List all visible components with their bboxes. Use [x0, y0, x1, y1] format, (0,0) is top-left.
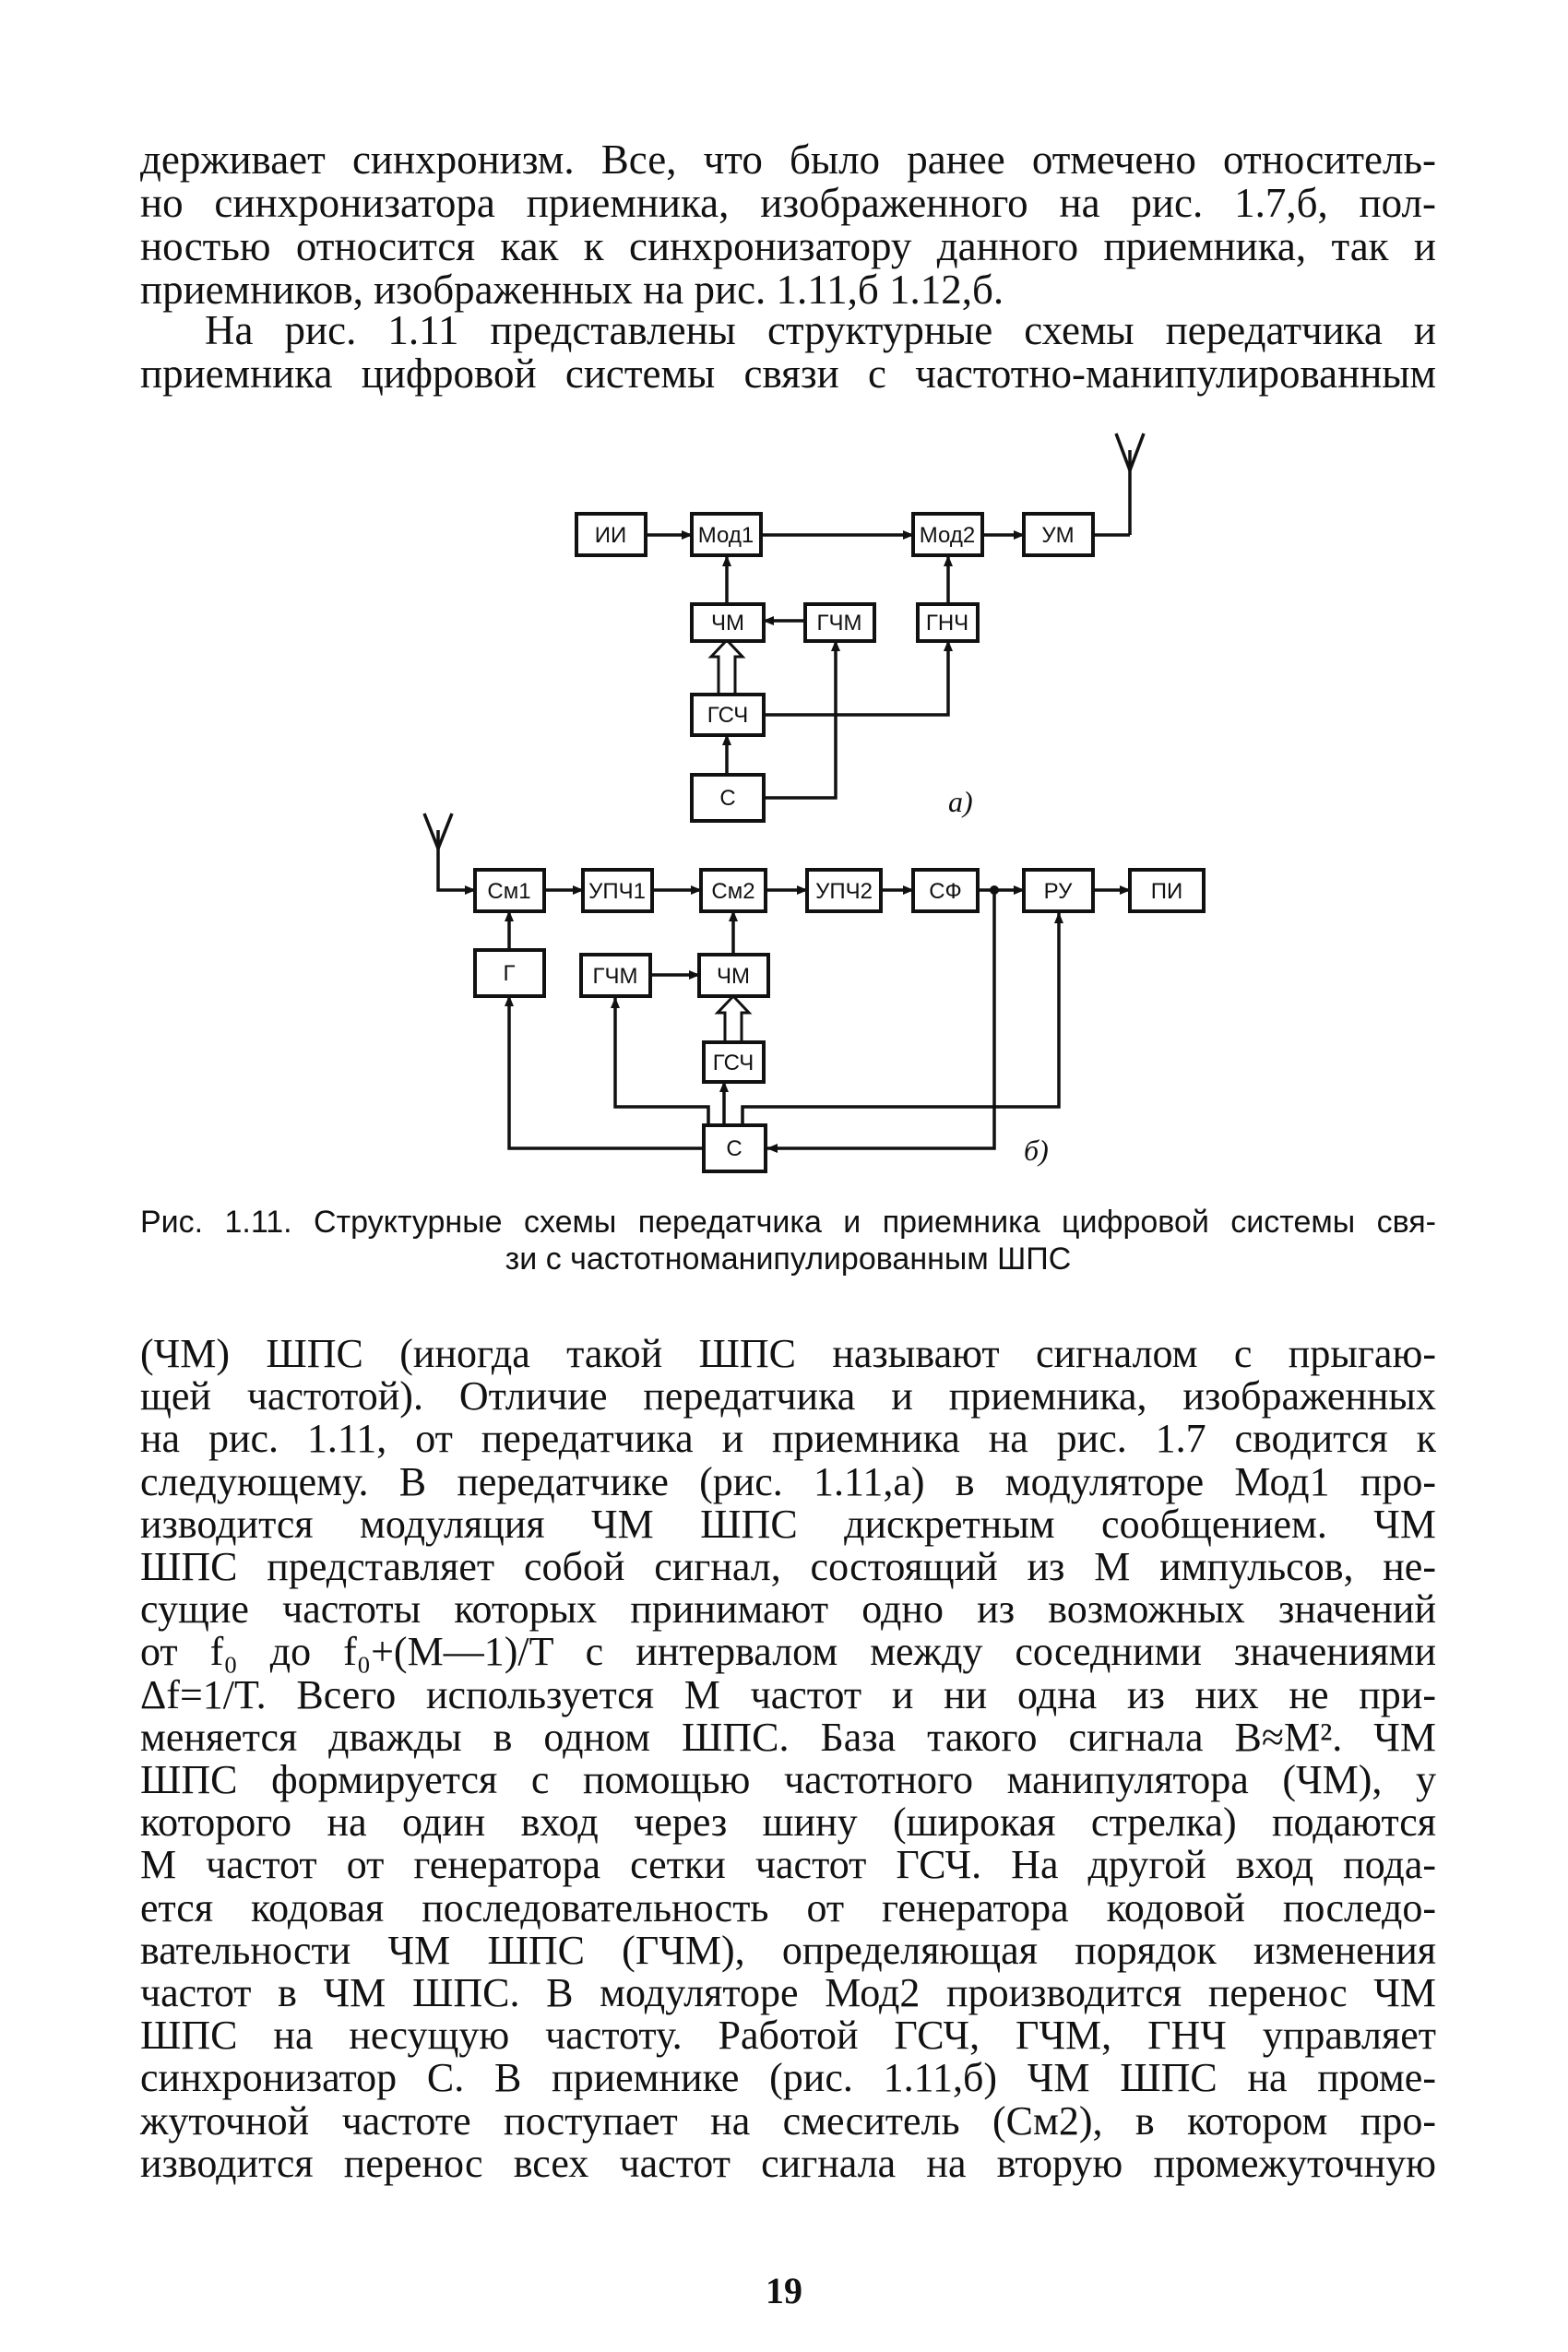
- text-line: вательности ЧМ ШПС (ГЧМ), определяющая порядок изменения: [140, 1927, 1436, 1973]
- paragraph-3: [140, 1333, 1436, 2185]
- block-sm1-label: См1: [487, 879, 531, 904]
- text-line: на рис. 1.11, от передатчика и приемника на рис. 1.7 сводится к: [140, 1416, 1436, 1462]
- text-line: (ЧМ) ШПС (иногда такой ШПС называют сигналом с прыгаю-: [140, 1331, 1436, 1376]
- caption-line: зи с частотноманипулированным ШПС: [505, 1241, 1072, 1277]
- text-line: приемников, изображенных на рис. 1.11,б 1.12,б.: [140, 267, 1004, 313]
- text-line: частот в ЧМ ШПС. В модуляторе Мод2 производится перенос ЧМ: [140, 1970, 1436, 2016]
- block-s-label: С: [726, 1136, 742, 1161]
- block-sf-label: СФ: [929, 879, 962, 904]
- figure-caption: [140, 1204, 1436, 1277]
- link-sf-s: [767, 890, 994, 1148]
- diagram-label-a: а): [948, 785, 973, 818]
- block-sm2-label: См2: [711, 879, 755, 904]
- block-um-label: УМ: [1041, 523, 1075, 548]
- text-line: держивает синхронизм. Все, что было ранее отмечено относитель-: [140, 137, 1436, 183]
- page-number: 19: [766, 2270, 802, 2311]
- text-line: На рис. 1.11 представлены структурные схемы передатчика и: [205, 307, 1436, 353]
- block-gchm-label: ГЧМ: [816, 611, 862, 636]
- block-gsch-label: ГСЧ: [707, 703, 749, 728]
- text-line: меняется дважды в одном ШПС. База такого сигнала B≈M². ЧМ: [140, 1714, 1436, 1760]
- transmitter-diagram: [576, 434, 1144, 821]
- block-s-label: С: [719, 786, 736, 811]
- text-line: жуточной частоте поступает на смеситель (См2), в котором про-: [140, 2097, 1436, 2144]
- block-upch2-label: УПЧ2: [815, 879, 873, 904]
- diagram-label-b: б): [1024, 1134, 1049, 1167]
- link-s-gchm: [764, 641, 836, 798]
- receiver-diagram: [424, 814, 1204, 1171]
- bus-arrow-icon: [718, 996, 749, 1042]
- text-line: которого на один вход через шину (широкая стрелка) подаются: [140, 1800, 1436, 1846]
- text-line: сущие частоты которых принимают одно из возможных значений: [140, 1586, 1436, 1633]
- text-line: от f₀ до f₀+(M—1)/T с интервалом между соседними значениями: [140, 1629, 1436, 1675]
- text-line: Δf=1/T. Всего используется M частот и ни одна из них не при-: [140, 1671, 1436, 1717]
- link-s-gchm: [615, 998, 708, 1125]
- block-chm-label: ЧМ: [717, 964, 750, 989]
- text-line: синхронизатор С. В приемнике (рис. 1.11,б) ЧМ ШПС на проме-: [140, 2055, 1436, 2101]
- block-upch1-label: УПЧ1: [588, 879, 646, 904]
- block-gnch-label: ГНЧ: [925, 611, 969, 636]
- text-line: ШПС на несущую частоту. Работой ГСЧ, ГЧМ, ГНЧ управляет: [140, 2013, 1436, 2059]
- caption-line: Рис. 1.11. Структурные схемы передатчика и приемника цифровой системы свя-: [140, 1205, 1436, 1240]
- block-chm-label: ЧМ: [711, 611, 744, 636]
- block-ru-label: РУ: [1043, 879, 1073, 904]
- text-line: щей частотой). Отличие передатчика и приемника, изображенных: [140, 1373, 1436, 1420]
- text-line: но синхронизатора приемника, изображенного на рис. 1.7,б, пол-: [140, 180, 1436, 226]
- antenna-icon: [424, 814, 475, 890]
- antenna-icon: [1116, 434, 1144, 535]
- link-s-ru: [742, 913, 1059, 1125]
- block-gsch-label: ГСЧ: [712, 1051, 754, 1075]
- text-line: ШПС представляет собой сигнал, состоящий из M импульсов, не-: [140, 1544, 1436, 1590]
- block-g-label: Г: [503, 961, 516, 986]
- text-line: приемника цифровой системы связи с частотно-манипулированным: [140, 350, 1436, 397]
- block-mod1-label: Мод1: [697, 523, 754, 548]
- text-line: ностью относится как к синхронизатору данного приемника, так и: [140, 223, 1436, 269]
- link-s-g: [509, 996, 704, 1148]
- text-line: изводится модуляция ЧМ ШПС дискретным сообщением. ЧМ: [140, 1501, 1436, 1547]
- block-gchm-label: ГЧМ: [592, 964, 638, 989]
- text-line: ется кодовая последовательность от генератора кодовой последо-: [140, 1884, 1436, 1930]
- text-line: следующему. В передатчике (рис. 1.11,а) в модуляторе Мод1 про-: [140, 1458, 1436, 1504]
- block-mod2-label: Мод2: [919, 523, 976, 548]
- text-line: ШПС формируется с помощью частотного манипулятора (ЧМ), у: [140, 1757, 1436, 1803]
- link-gsch-gnch: [764, 641, 948, 715]
- text-line: изводится перенос всех частот сигнала на вторую промежуточную: [140, 2140, 1436, 2186]
- text-line: M частот от генератора сетки частот ГСЧ. На другой вход пода-: [140, 1842, 1436, 1888]
- block-pi-label: ПИ: [1150, 879, 1183, 904]
- block-ii-label: ИИ: [594, 523, 627, 548]
- bus-arrow-icon: [711, 640, 742, 695]
